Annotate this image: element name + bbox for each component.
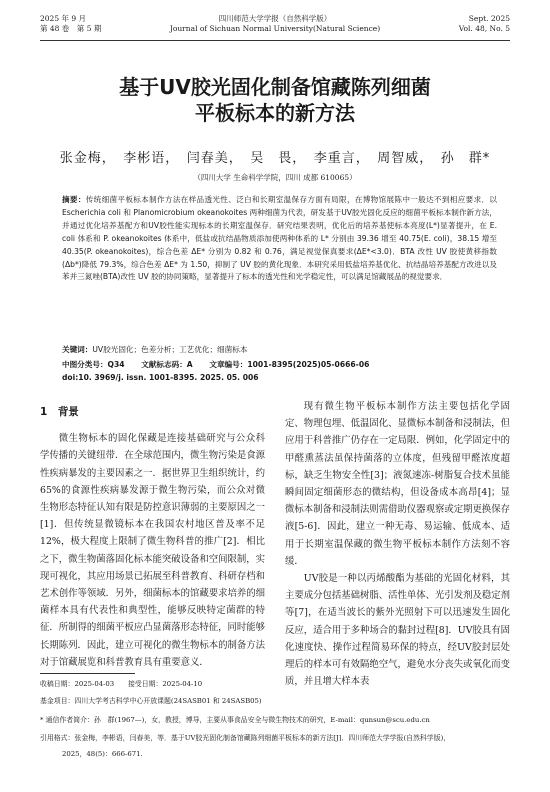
footnote-citation-cont: 2025，48(5)：666-671.: [62, 750, 143, 758]
body-column-right: [285, 398, 510, 690]
classification-line: [62, 358, 497, 372]
journal-name-cn: 四川师范大学学报（自然科学版）: [218, 14, 332, 23]
header-journal-name: [40, 14, 510, 34]
title-line-2: 平板标本的新方法: [195, 101, 355, 125]
author-list: 张金梅， 李彬语， 闫春美， 吴 畏， 李重言， 周智威， 孙 群*: [59, 151, 491, 166]
keywords: [62, 344, 497, 357]
title-line-1: 基于UV胶光固化制备馆藏陈列细菌: [119, 75, 431, 99]
header-date-en: Sept. 2025: [468, 14, 510, 23]
keywords-label: 关键词：: [62, 345, 93, 354]
body-paragraph: 现有微生物平板标本制作方法主要包括化学固定、物理包埋、低温固化、显微标本制备和浸制法，但应用于科普推广仍存在一定局限．例如，化学固定中的甲醛熏蒸法虽保持菌落的立体度，但残留甲醛浓度超标，缺乏生物安全性[3]；液氮速冻-树脂复合技术虽能瞬间固定细菌形态的微结构，但设备成本高昂[4]；显微标本制备和浸制法则需借助仪器观察或定期更换保存液[5-6]．因此，建立一种无毒、易运输、低成本、适用于长期室温保藏的微生物平板标本制作方法刻不容缓．: [285, 401, 511, 567]
document-code: 文献标志码：A: [141, 360, 193, 369]
header-volume-cn: 第 48 卷 第 5 期: [40, 24, 102, 33]
article-title: [40, 74, 510, 126]
footnote-author: * 通信作者简介：孙 群(1967—)，女，教授，博导，主要从事食品安全与微生物技术的研究，E-mail：qunsun@scu.edu.cn: [40, 716, 430, 724]
abstract-text: 传统细菌平板标本制作方法在样品透光性、泛白和长期室温保存方面有局限，在博物馆展陈中一般达不到相应要求．以 Escherichia coli 和 Planomicrobium okeanokoites 两种细菌为代表，研发基于UV胶光固化反应的细菌平板标本制作新方法，并通过优化培养基配方和UV胶性能实现标本的长期室温保存．研究结果表明，优化后的培养基使标本亮度(L*)显著提升，在 E. coli 体系和 P. okeanokoites 体系中，低盐或抗结晶物质添加使两种体系的 L* 分别由 39.36 增至 40.75(E. coli)，38.15 增至 40.35(P. okeanokoites)，综合色差 ΔE* 分别为 0.82 和 0.76，满足视觉保真要求(ΔE*<3.0)．BTA 改性 UV 胶使黄移指数(Δb*)降低 79.3%，综合色差 ΔE* 为 1.50，抑制了 UV 胶的黄化现象．本研究采用低盐培养基优化、抗结晶培养基配方改进以及苯并三氮唑(BTA)改性 UV 胶的协同策略，显著提升了标本的透光性和光学稳定性，可以满足馆藏展品的视觉要求．: [62, 195, 497, 282]
body-column-left: [40, 404, 265, 671]
abstract: [62, 194, 497, 284]
footnote-fund: 基金项目：四川大学考古科学中心开放课题(24SASB01 和 24SASB05): [40, 697, 262, 705]
journal-name-en: Journal of Sichuan Normal University(Natural Science): [169, 24, 381, 33]
section-heading: [40, 404, 265, 421]
footnote-divider: [40, 673, 135, 674]
body-paragraph: 微生物标本的固化保藏是连接基础研究与公众科学传播的关键纽带．在全球范围内，微生物污染是食源性疾病暴发的主要因素之一．据世界卫生组织统计，约65%的食源性疾病暴发源于微生物污染，而公众对微生物形态特征认知有限是防控意识薄弱的主要原因之一[1]．但传统显微镜标本在我国农村地区普及率不足12%，极大程度上限制了微生物科普的推广[2]．相比之下，微生物菌落固化标本能突破设备和空间限制，实现可视化，其应用场景已拓展至科普教育、科研存档和艺术创作等领域．另外，细菌标本的馆藏要求培养的细菌样本具有代表性和典型性，能够反映特定菌群的特征．所制得的细菌平板应凸显菌落形态特征，同时能够长期陈列．因此，建立可视化的微生物标本的制备方法对于馆藏展览和科普教育具有重要意义．: [40, 433, 266, 668]
keywords-text: UV胶光固化；色差分析；工艺优化；细菌标本: [92, 345, 248, 354]
header-date-cn: 2025 年 9 月: [40, 14, 87, 23]
section-title: 背景: [57, 406, 79, 418]
footnote-citation: 引用格式：张金梅，李彬语，闫春美，等．基于UV胶光固化制备馆藏陈列细菌平板标本的新方法[J]．四川师范大学学报(自然科学版)，: [40, 734, 451, 742]
abstract-label: 摘要：: [62, 195, 86, 204]
article-number: 文章编号：1001-8395(2025)05-0666-06: [209, 360, 370, 369]
header-volume-en: Vol. 48, No. 5: [458, 24, 510, 33]
body-paragraph: UV胶是一种以丙烯酸酯为基础的光固化材料，其主要成分包括基础树脂、活性单体、光引发剂及稳定剂等[7]，在适当波长的紫外光照射下可以迅速发生固化反应，适合用于多种场合的黏封过程[8]．UV胶具有固化速度快、操作过程简易环保的特点，经UV胶封层处理后的样本可有效隔绝空气，避免水分丧失或氧化而变质，并且增大样本表: [285, 573, 511, 688]
footnote-dates: 收稿日期：2025-04-03 接受日期：2025-04-10: [40, 680, 203, 688]
clc-number: 中图分类号：Q34: [62, 360, 125, 369]
running-header: [40, 14, 510, 42]
author-affiliation: （四川大学 生命科学学院，四川 成都 610065）: [193, 173, 357, 182]
section-number: 1: [40, 406, 48, 418]
doi-link[interactable]: doi:10. 3969/j. issn. 1001-8395. 2025. 05. 006: [62, 373, 259, 382]
header-divider: [40, 40, 510, 41]
header-issue-en: [459, 14, 510, 34]
